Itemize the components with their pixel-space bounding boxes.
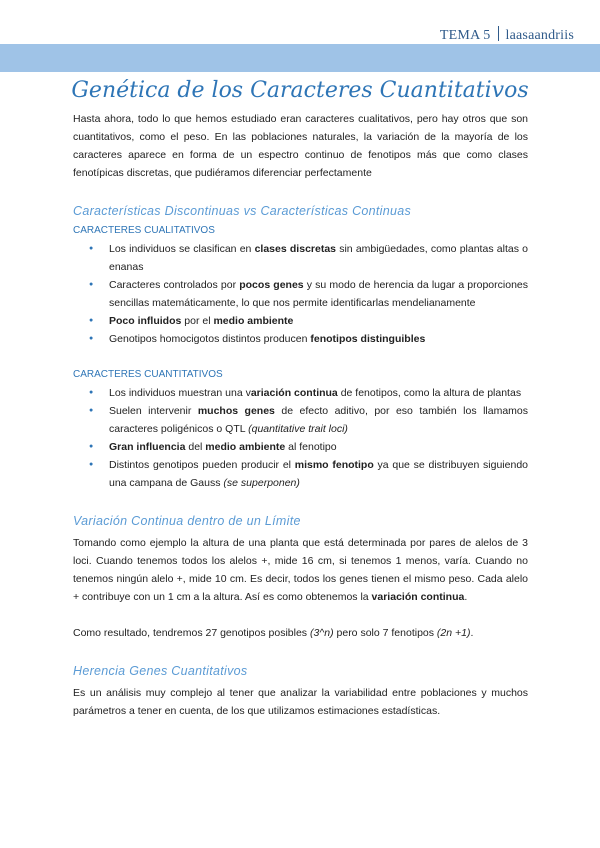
quantitative-list	[73, 384, 528, 492]
list-item: ● Poco influidos por el medio ambiente	[109, 312, 528, 330]
list-item: ● Gran influencia del medio ambiente al fenotipo	[109, 438, 528, 456]
result-paragraph: Como resultado, tendremos 27 genotipos posibles (3^n) pero solo 7 fenotipos (2n +1).	[73, 627, 474, 639]
quantitative-inheritance-paragraph: Es un análisis muy complejo al tener que analizar la variabilidad entre poblaciones y muchos parámetros a tener en cuenta, de los que utilizamos estimaciones estadísticas.	[73, 687, 528, 717]
topic-label: TEMA 5	[439, 28, 491, 43]
section-heading-discontinuous-vs-continuous: Características Discontinuas vs Características Continuas	[73, 204, 412, 218]
section-heading-quantitative-inheritance: Herencia Genes Cuantitativos	[73, 664, 248, 678]
list-item: ● Los individuos muestran una variación continua de fenotipos, como la altura de plantas	[109, 384, 528, 402]
list-item: ● Genotipos homocigotos distintos producen fenotipos distinguibles	[109, 330, 528, 348]
list-item: ● Caracteres controlados por pocos genes y su modo de herencia da lugar a proporciones sencillas matemáticamente, lo que nos permite identificarlas mendelianamente	[109, 276, 528, 312]
list-item: ● Distintos genotipos pueden producir el mismo fenotipo ya que se distribuyen siguiendo una campana de Gauss (se superponen)	[109, 456, 528, 492]
list-item: ● Suelen intervenir muchos genes de efecto aditivo, por eso también los llamamos caracteres poligénicos o QTL (quantitative trait loci)	[109, 402, 528, 438]
author-label: laasaandriis	[505, 28, 574, 43]
list-item: ● Los individuos se clasifican en clases discretas sin ambigüedades, como plantas altas o enanas	[109, 240, 528, 276]
continuous-variation-paragraph: Tomando como ejemplo la altura de una planta que está determinada por pares de alelos de 3 loci. Cuando tenemos todos los alelos +, mide 16 cm, si tenemos 1 menos, varía. Cuando no tenemos ningún alelo +, mide 10 cm. Es decir, todos los genes tienen el mismo peso. Cada alelo + contribuye con un 1 cm a la altura. Así es como obtenemos la variación continua.	[73, 537, 528, 603]
qualitative-list	[73, 240, 528, 348]
page-title: Genética de los Caracteres Cuantitativos	[71, 78, 529, 103]
header-bar	[0, 44, 600, 72]
page-header	[440, 26, 574, 44]
intro-paragraph: Hasta ahora, todo lo que hemos estudiado eran caracteres cualitativos, pero hay otros que son cuantitativos, como el peso. En las poblaciones naturales, la variación de la mayoría de los caracteres aparece en forma de un espectro continuo de fenotipos más que como clases fenotípicas discretas, que pudiéramos diferenciar perfectamente	[73, 113, 528, 179]
header-divider	[498, 26, 499, 41]
qualitative-heading: CARACTERES CUALITATIVOS	[73, 225, 215, 236]
document-body	[73, 110, 528, 720]
quantitative-heading: CARACTERES CUANTITATIVOS	[73, 369, 223, 380]
section-heading-continuous-variation: Variación Continua dentro de un Límite	[73, 514, 301, 528]
